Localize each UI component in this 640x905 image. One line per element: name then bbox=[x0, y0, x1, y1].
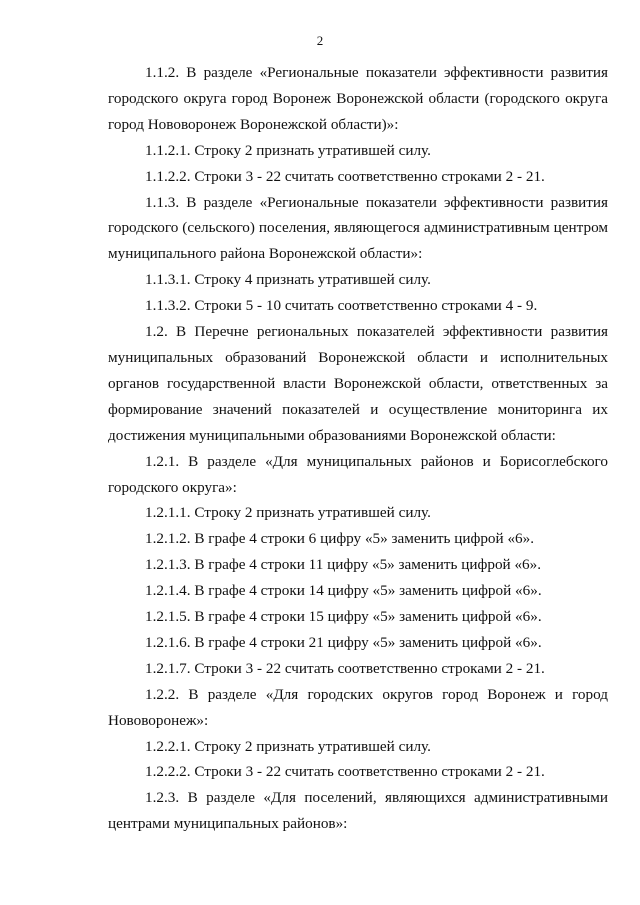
paragraph: 1.1.3.2. Строки 5 - 10 считать соответственно строками 4 - 9. bbox=[145, 297, 538, 315]
paragraph: 1.1.3. В разделе «Региональные показатели эффективности развития городского (сельского) поселения, являющегося административным центром муниципального района Воронежской области»: bbox=[108, 193, 608, 263]
paragraph: 1.2.1.4. В графе 4 строки 14 цифру «5» заменить цифрой «6». bbox=[145, 582, 542, 600]
paragraph: 1.2.1.2. В графе 4 строки 6 цифру «5» заменить цифрой «6». bbox=[145, 530, 535, 548]
paragraph: 1.1.2.1. Строку 2 признать утратившей силу. bbox=[145, 141, 431, 159]
paragraph: 1.2.1.5. В графе 4 строки 15 цифру «5» заменить цифрой «6». bbox=[145, 608, 542, 626]
paragraph: 1.2.1.6. В графе 4 строки 21 цифру «5» заменить цифрой «6». bbox=[145, 633, 542, 651]
paragraph: 1.2.2.1. Строку 2 признать утратившей силу. bbox=[145, 737, 431, 755]
paragraph: 1.2.2.2. Строки 3 - 22 считать соответственно строками 2 - 21. bbox=[145, 763, 545, 781]
paragraph: 1.2.1. В разделе «Для муниципальных районов и Борисоглебского городского округа»: bbox=[108, 452, 608, 496]
document-body bbox=[108, 60, 608, 837]
paragraph: 1.2. В Перечне региональных показателей эффективности развития муниципальных образований Воронежской области и исполнительных органов государственной власти Воронежской области, ответственных за формирование значений показателей и осуществление мониторинга их достижения муниципальными образованиями Воронежской области: bbox=[108, 323, 608, 444]
paragraph: 1.2.2. В разделе «Для городских округов город Воронеж и город Нововоронеж»: bbox=[108, 685, 608, 729]
paragraph: 1.2.1.7. Строки 3 - 22 считать соответственно строками 2 - 21. bbox=[145, 659, 545, 677]
paragraph: 1.1.2.2. Строки 3 - 22 считать соответственно строками 2 - 21. bbox=[145, 167, 545, 185]
paragraph: 1.1.3.1. Строку 4 признать утратившей силу. bbox=[145, 271, 431, 289]
paragraph: 1.2.1.1. Строку 2 признать утратившей силу. bbox=[145, 504, 431, 522]
paragraph: 1.1.2. В разделе «Региональные показатели эффективности развития городского округа город Воронеж Воронежской области (городского округа город Нововоронеж Воронежской области)»: bbox=[108, 64, 608, 133]
paragraph: 1.2.1.3. В графе 4 строки 11 цифру «5» заменить цифрой «6». bbox=[145, 556, 542, 574]
paragraph: 1.2.3. В разделе «Для поселений, являющихся административными центрами муниципальных районов»: bbox=[108, 789, 608, 833]
page-number: 2 bbox=[316, 33, 324, 48]
